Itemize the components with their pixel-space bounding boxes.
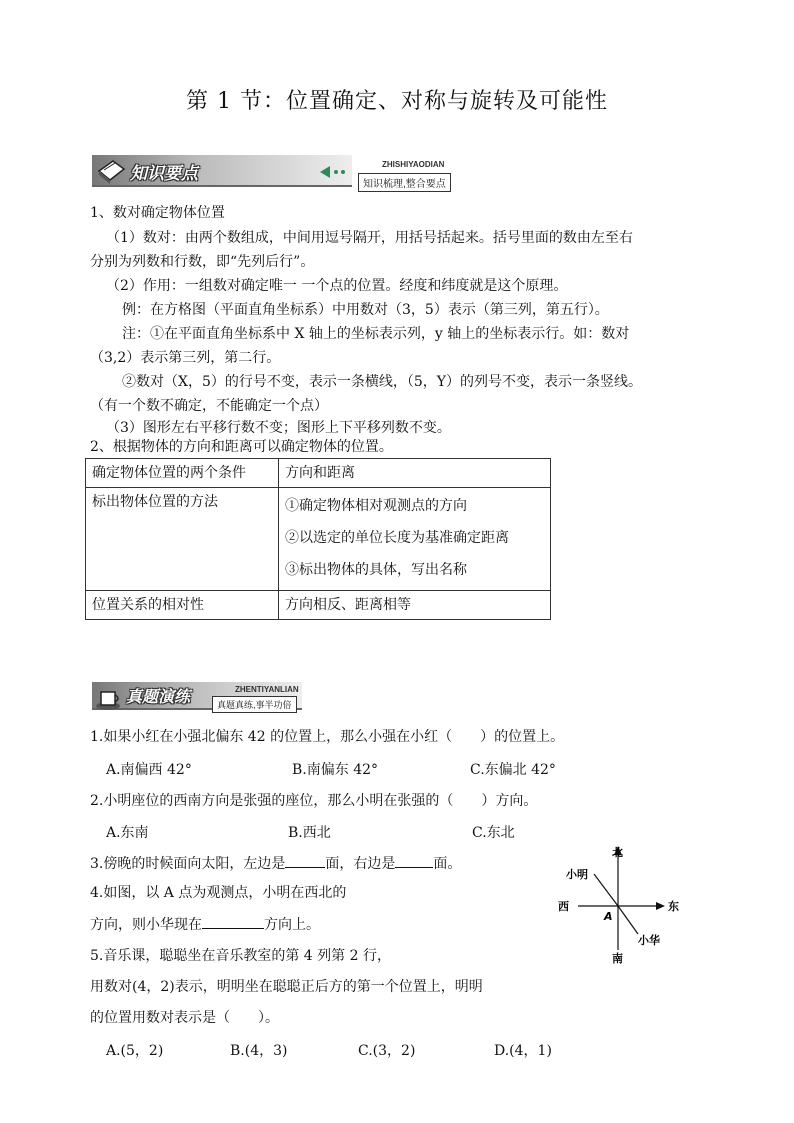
answer-blank[interactable] xyxy=(285,853,325,868)
option-b: B.南偏东 42° xyxy=(292,762,379,778)
compass-diagram xyxy=(548,838,688,968)
table-row xyxy=(86,488,551,591)
question-5-cont: 用数对(4，2)表示，明明坐在聪聪正后方的第一个位置上，明明 xyxy=(90,979,483,995)
banner-pinyin: ZHISHIYAODIAN xyxy=(382,160,445,169)
knowledge-line: 注：①在平面直角坐标系中 X 轴上的坐标表示列，y 轴上的坐标表示行。如：数对 xyxy=(122,326,630,342)
table-row xyxy=(86,459,551,488)
cup-icon xyxy=(94,682,124,712)
question-3-text: 面，右边是 xyxy=(325,856,396,872)
table-row xyxy=(86,591,551,620)
option-b: B.西北 xyxy=(288,825,331,841)
knowledge-line: （3,2）表示第三列，第二行。 xyxy=(90,350,281,366)
option-b: B.(4，3) xyxy=(230,1043,288,1059)
knowledge-line: 分别为列数和行数，即“先列后行”。 xyxy=(90,254,315,270)
table-cell-item: ②以选定的单位长度为基准确定距离 xyxy=(285,530,509,546)
question-1: 1.如果小红在小强北偏东 42 的位置上，那么小强在小红（ ）的位置上。 xyxy=(90,729,565,745)
knowledge-line: （有一个数不确定，不能确定一个点） xyxy=(90,398,328,414)
table-cell-item: ③标出物体的具体，写出名称 xyxy=(285,562,467,578)
section-banner-knowledge xyxy=(92,155,478,195)
south-label: 南 xyxy=(612,952,623,965)
xiaoming-label: 小明 xyxy=(566,868,588,881)
answer-blank[interactable] xyxy=(395,853,433,868)
table-cell: 标出物体位置的方法 xyxy=(86,488,279,591)
option-c: C.(3，2) xyxy=(358,1043,416,1059)
option-c: C.东北 xyxy=(472,825,515,841)
option-a: A.南偏西 42° xyxy=(106,762,192,778)
option-a: A.(5，2) xyxy=(106,1043,164,1059)
position-table xyxy=(85,458,551,620)
arrow-left-icon xyxy=(320,166,330,178)
question-3-text: 面。 xyxy=(433,856,462,872)
section-banner-practice xyxy=(92,682,312,718)
dot-icon xyxy=(334,170,338,174)
table-cell: 位置关系的相对性 xyxy=(86,591,279,620)
question-2: 2.小明座位的西南方向是张强的座位，那么小明在张强的（ ）方向。 xyxy=(90,793,538,809)
west-label: 西 xyxy=(558,900,569,913)
xiaohua-label: 小华 xyxy=(638,934,660,947)
question-4: 4.如图，以 A 点为观测点，小明在西北的 xyxy=(90,885,347,901)
question-4-text: 方向，则小华现在 xyxy=(90,917,202,933)
banner-label: 知识要点 xyxy=(130,164,198,184)
knowledge-line: 2、根据物体的方向和距离可以确定物体的位置。 xyxy=(90,439,393,455)
table-cell: 确定物体位置的两个条件 xyxy=(86,459,279,488)
banner-subtitle: 真题真练,事半功倍 xyxy=(212,696,297,713)
page-title: 第 1 节：位置确定、对称与旋转及可能性 xyxy=(186,89,608,114)
book-icon xyxy=(96,153,126,185)
knowledge-line: （1）数对：由两个数组成，中间用逗号隔开，用括号括起来。括号里面的数由左至右 xyxy=(106,230,633,246)
question-4-text: 方向上。 xyxy=(264,917,320,933)
table-cell: 方向和距离 xyxy=(279,459,551,488)
question-3-text: 3.傍晚的时候面向太阳，左边是 xyxy=(90,856,286,872)
knowledge-line: 例：在方格图（平面直角坐标系）中用数对（3，5）表示（第三列，第五行）。 xyxy=(122,302,609,318)
knowledge-line: ②数对（X，5）的行号不变，表示一条横线，（5，Y）的列号不变，表示一条竖线。 xyxy=(122,374,643,390)
option-a: A.东南 xyxy=(106,825,149,841)
point-a-label: A xyxy=(604,910,613,923)
question-4-cont xyxy=(90,914,320,935)
east-label: 东 xyxy=(668,900,679,913)
banner-subtitle: 知识梳理,整合要点 xyxy=(358,173,451,192)
question-5-cont: 的位置用数对表示是（ ）。 xyxy=(90,1010,279,1026)
knowledge-line: （2）作用：一组数对确定唯一 一个点的位置。经度和纬度就是这个原理。 xyxy=(106,278,568,294)
table-cell xyxy=(279,488,551,591)
question-5: 5.音乐课，聪聪坐在音乐教室的第 4 列第 2 行， xyxy=(90,948,391,964)
east-arrow-icon xyxy=(656,902,665,910)
knowledge-line: （3）图形左右平移行数不变；图形上下平移列数不变。 xyxy=(106,420,451,436)
question-3 xyxy=(90,853,461,874)
dot-icon xyxy=(341,170,345,174)
knowledge-line: 1、数对确定物体位置 xyxy=(90,205,225,221)
table-cell-item: ①确定物体相对观测点的方向 xyxy=(285,498,467,514)
option-c: C.东偏北 42° xyxy=(470,762,556,778)
table-cell: 方向相反、距离相等 xyxy=(279,591,551,620)
banner-pinyin: ZHENTIYANLIAN xyxy=(235,685,299,694)
banner-label: 真题演练 xyxy=(126,687,191,706)
answer-blank[interactable] xyxy=(202,914,264,929)
north-label: 北 xyxy=(612,846,623,859)
option-d: D.(4，1) xyxy=(494,1043,552,1059)
